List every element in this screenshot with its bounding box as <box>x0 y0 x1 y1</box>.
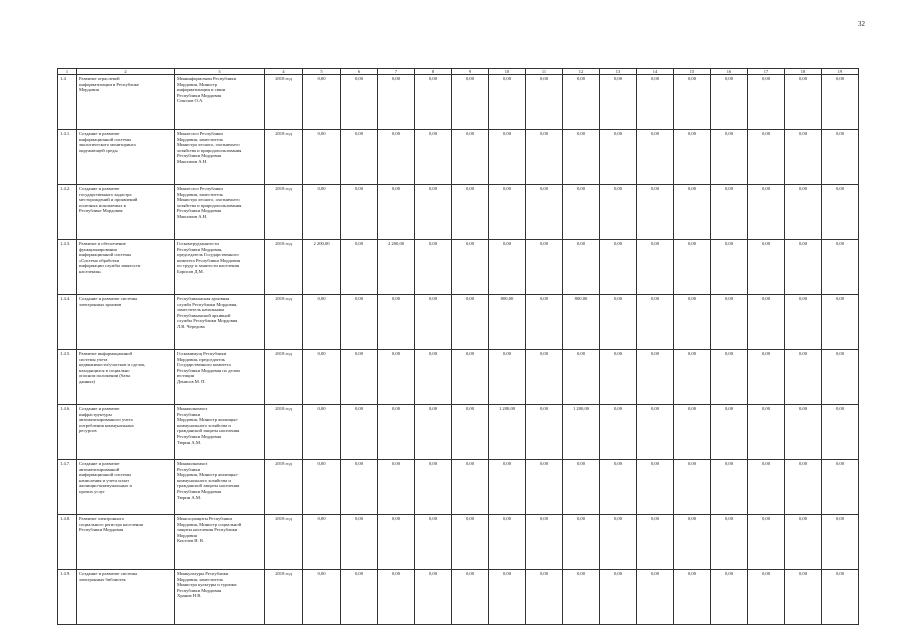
value-cell: 0,00 <box>415 350 452 405</box>
year-cell: 2018 год <box>265 405 303 460</box>
responsible-cell: Госкомимущ Республики Мордовия, председатель Государственного комитета Республики Мордовия по делам юстиции Денисов М. П. <box>175 350 265 405</box>
value-cell: 0,00 <box>711 185 748 240</box>
value-cell: 0,00 <box>341 570 378 625</box>
value-cell: 0,00 <box>674 130 711 185</box>
value-cell: 0,00 <box>785 350 822 405</box>
table-row <box>58 405 859 460</box>
value-cell: 0,00 <box>785 570 822 625</box>
value-cell: 0,00 <box>452 515 489 570</box>
program-table <box>57 68 859 625</box>
value-cell: 0,00 <box>452 405 489 460</box>
activity-name-cell: Создание и развитие системы электронных архивов <box>77 295 175 350</box>
value-cell: 0,00 <box>341 515 378 570</box>
header-cell: 5 <box>303 69 341 75</box>
table-row <box>58 130 859 185</box>
value-cell: 0,00 <box>600 515 637 570</box>
value-cell: 0,00 <box>563 350 600 405</box>
header-cell: 10 <box>489 69 526 75</box>
year-cell: 2018 год <box>265 515 303 570</box>
value-cell: 0,00 <box>600 295 637 350</box>
row-id-cell: 1.4.5. <box>58 350 77 405</box>
activity-name-cell: Создание и развитие государственного кадастра месторождений и проявлений полезных ископаемых в Республике Мордовия <box>77 185 175 240</box>
value-cell: 0,00 <box>822 405 859 460</box>
value-cell: 0,00 <box>674 295 711 350</box>
header-cell: 13 <box>600 69 637 75</box>
value-cell: 0,00 <box>711 515 748 570</box>
value-cell: 0,00 <box>526 185 563 240</box>
value-cell: 0,00 <box>822 75 859 130</box>
value-cell: 0,00 <box>563 515 600 570</box>
header-cell: 11 <box>526 69 563 75</box>
value-cell: 0,00 <box>637 515 674 570</box>
value-cell: 0,00 <box>526 350 563 405</box>
header-cell: 9 <box>452 69 489 75</box>
value-cell: 0,00 <box>785 75 822 130</box>
header-cell: 4 <box>265 69 303 75</box>
value-cell: 0,00 <box>600 405 637 460</box>
header-cell: 19 <box>822 69 859 75</box>
year-cell: 2018 год <box>265 240 303 295</box>
value-cell: 0,00 <box>563 240 600 295</box>
value-cell: 0,00 <box>822 350 859 405</box>
value-cell: 0,00 <box>711 75 748 130</box>
value-cell: 0,00 <box>600 130 637 185</box>
value-cell: 0,00 <box>303 185 341 240</box>
value-cell: 0,00 <box>526 405 563 460</box>
value-cell: 0,00 <box>526 295 563 350</box>
value-cell: 0,00 <box>526 460 563 515</box>
row-id-cell: 1.4.9. <box>58 570 77 625</box>
value-cell: 0,00 <box>303 75 341 130</box>
year-cell: 2018 год <box>265 75 303 130</box>
value-cell: 0,00 <box>341 240 378 295</box>
row-id-cell: 1.4.6. <box>58 405 77 460</box>
activity-name-cell: Развитие и обеспечение функционирования информационной системы «Система обработки информации службы занятости населения» <box>77 240 175 295</box>
value-cell: 0,00 <box>563 130 600 185</box>
value-cell: 0,00 <box>489 185 526 240</box>
responsible-cell: Минлесхоз Республики Мордовия, заместитель Министра лесного, охотничьего хозяйства и природопользования Республики Мордовия Максимов А.Н. <box>175 130 265 185</box>
value-cell: 0,00 <box>415 515 452 570</box>
activity-name-cell: Развитие отраслевой информатизации в Республике Мордовия <box>77 75 175 130</box>
table-row <box>58 515 859 570</box>
value-cell: 0,00 <box>415 185 452 240</box>
value-cell: 0,00 <box>748 570 785 625</box>
value-cell: 0,00 <box>600 240 637 295</box>
value-cell: 0,00 <box>711 570 748 625</box>
value-cell: 0,00 <box>748 240 785 295</box>
value-cell: 0,00 <box>600 75 637 130</box>
header-cell: 17 <box>748 69 785 75</box>
header-cell: 14 <box>637 69 674 75</box>
value-cell: 0,00 <box>822 515 859 570</box>
value-cell: 0,00 <box>637 405 674 460</box>
value-cell: 0,00 <box>674 240 711 295</box>
value-cell: 0,00 <box>378 75 415 130</box>
value-cell: 0,00 <box>785 405 822 460</box>
activity-name-cell: Создание и развитие автоматизированной информационной системы начисления и учета оплат жилищно-коммунальных и прочих услуг <box>77 460 175 515</box>
table-row <box>58 185 859 240</box>
value-cell: 0,00 <box>341 405 378 460</box>
value-cell: 0,00 <box>674 515 711 570</box>
value-cell: 0,00 <box>452 295 489 350</box>
year-cell: 2018 год <box>265 130 303 185</box>
value-cell: 0,00 <box>452 350 489 405</box>
table-row <box>58 295 859 350</box>
value-cell: 0,00 <box>711 240 748 295</box>
responsible-cell: Минлесхоз Республики Мордовия, заместитель Министра лесного, охотничьего хозяйства и природопользования Республики Мордовия Максимов А.Н. <box>175 185 265 240</box>
value-cell: 0,00 <box>748 295 785 350</box>
value-cell: 0,00 <box>822 570 859 625</box>
value-cell: 0,00 <box>600 350 637 405</box>
value-cell: 0,00 <box>415 75 452 130</box>
value-cell: 0,00 <box>378 185 415 240</box>
header-cell: 3 <box>175 69 265 75</box>
value-cell: 0,00 <box>378 295 415 350</box>
value-cell: 0,00 <box>526 515 563 570</box>
value-cell: 0,00 <box>452 460 489 515</box>
value-cell: 0,00 <box>711 460 748 515</box>
value-cell: 0,00 <box>637 570 674 625</box>
year-cell: 2018 год <box>265 460 303 515</box>
activity-name-cell: Развитие электронного социального регистра населения Республики Мордовия <box>77 515 175 570</box>
value-cell: 0,00 <box>637 130 674 185</box>
header-cell: 2 <box>77 69 175 75</box>
value-cell: 0,00 <box>600 185 637 240</box>
value-cell: 0,00 <box>637 295 674 350</box>
value-cell: 0,00 <box>378 350 415 405</box>
value-cell: 800,00 <box>563 295 600 350</box>
value-cell: 0,00 <box>637 460 674 515</box>
value-cell: 0,00 <box>489 75 526 130</box>
value-cell: 0,00 <box>415 405 452 460</box>
value-cell: 0,00 <box>526 130 563 185</box>
value-cell: 0,00 <box>785 295 822 350</box>
row-id-cell: 1.4.3. <box>58 240 77 295</box>
value-cell: 0,00 <box>489 130 526 185</box>
value-cell: 0,00 <box>303 405 341 460</box>
header-cell: 6 <box>341 69 378 75</box>
activity-name-cell: Создание и развитие информационной системы экологического мониторинга окружающей среды <box>77 130 175 185</box>
header-cell: 7 <box>378 69 415 75</box>
value-cell: 0,00 <box>526 240 563 295</box>
table-row <box>58 570 859 625</box>
value-cell: 0,00 <box>674 75 711 130</box>
header-cell: 1 <box>58 69 77 75</box>
value-cell: 0,00 <box>452 185 489 240</box>
value-cell: 0,00 <box>637 75 674 130</box>
value-cell: 0,00 <box>415 570 452 625</box>
value-cell: 0,00 <box>785 460 822 515</box>
value-cell: 0,00 <box>822 295 859 350</box>
value-cell: 0,00 <box>452 75 489 130</box>
value-cell: 0,00 <box>378 405 415 460</box>
value-cell: 0,00 <box>526 570 563 625</box>
responsible-cell: Минкультуры Республики Мордовия, заместитель Министра культуры и туризма Республики Мордовия Хранов Н.В. <box>175 570 265 625</box>
row-id-cell: 1.4 <box>58 75 77 130</box>
row-id-cell: 1.4.2. <box>58 185 77 240</box>
value-cell: 0,00 <box>674 460 711 515</box>
value-cell: 0,00 <box>452 570 489 625</box>
activity-name-cell: Создание и развитие системы электронных библиотек <box>77 570 175 625</box>
value-cell: 0,00 <box>415 240 452 295</box>
year-cell: 2018 год <box>265 185 303 240</box>
value-cell: 0,00 <box>563 75 600 130</box>
value-cell: 0,00 <box>303 130 341 185</box>
value-cell: 0,00 <box>303 570 341 625</box>
value-cell: 0,00 <box>748 185 785 240</box>
responsible-cell: Минжилкомхоз Республики Мордовия, Министр жилищно- коммунального хозяйства и гражданской защиты населения Республики Мордовия Тюрин А.М. <box>175 405 265 460</box>
value-cell: 0,00 <box>452 240 489 295</box>
value-cell: 0,00 <box>748 75 785 130</box>
value-cell: 0,00 <box>341 460 378 515</box>
value-cell: 0,00 <box>489 350 526 405</box>
value-cell: 0,00 <box>303 460 341 515</box>
value-cell: 0,00 <box>303 515 341 570</box>
header-cell: 15 <box>674 69 711 75</box>
row-id-cell: 1.4.8. <box>58 515 77 570</box>
table-row <box>58 240 859 295</box>
value-cell: 0,00 <box>415 295 452 350</box>
page-number: 32 <box>858 20 865 28</box>
table-body <box>58 69 859 625</box>
value-cell: 2 200,00 <box>378 240 415 295</box>
value-cell: 0,00 <box>341 295 378 350</box>
value-cell: 0,00 <box>711 405 748 460</box>
value-cell: 0,00 <box>563 460 600 515</box>
value-cell: 1 200,00 <box>563 405 600 460</box>
header-cell: 18 <box>785 69 822 75</box>
value-cell: 0,00 <box>600 460 637 515</box>
value-cell: 0,00 <box>711 295 748 350</box>
table-row <box>58 350 859 405</box>
header-cell: 16 <box>711 69 748 75</box>
value-cell: 0,00 <box>748 130 785 185</box>
value-cell: 2 200,00 <box>303 240 341 295</box>
year-cell: 2018 год <box>265 350 303 405</box>
value-cell: 0,00 <box>711 350 748 405</box>
value-cell: 0,00 <box>674 350 711 405</box>
value-cell: 0,00 <box>674 185 711 240</box>
responsible-cell: Минжилкомхоз Республики Мордовия, Министр жилищно- коммунального хозяйства и гражданской защиты населения Республики Мордовия Тюрин А.М. <box>175 460 265 515</box>
value-cell: 0,00 <box>563 185 600 240</box>
row-id-cell: 1.4.7. <box>58 460 77 515</box>
responsible-cell: Госкомтрудзанятости Республики Мордовия, председатель Государственного комитета Республики Мордовия по труду и занятости населения Борисов Д.М. <box>175 240 265 295</box>
year-cell: 2018 год <box>265 295 303 350</box>
value-cell: 0,00 <box>785 185 822 240</box>
value-cell: 0,00 <box>415 460 452 515</box>
year-cell: 2018 год <box>265 570 303 625</box>
value-cell: 0,00 <box>637 185 674 240</box>
value-cell: 0,00 <box>637 350 674 405</box>
value-cell: 800,00 <box>489 295 526 350</box>
table-row <box>58 460 859 515</box>
value-cell: 0,00 <box>378 570 415 625</box>
value-cell: 0,00 <box>785 130 822 185</box>
value-cell: 0,00 <box>341 130 378 185</box>
table-row <box>58 75 859 130</box>
value-cell: 0,00 <box>341 350 378 405</box>
value-cell: 0,00 <box>822 130 859 185</box>
value-cell: 0,00 <box>452 130 489 185</box>
value-cell: 0,00 <box>785 515 822 570</box>
value-cell: 0,00 <box>526 75 563 130</box>
value-cell: 0,00 <box>489 570 526 625</box>
value-cell: 0,00 <box>303 295 341 350</box>
value-cell: 0,00 <box>822 240 859 295</box>
value-cell: 0,00 <box>341 75 378 130</box>
value-cell: 0,00 <box>748 460 785 515</box>
value-cell: 0,00 <box>748 515 785 570</box>
header-cell: 12 <box>563 69 600 75</box>
value-cell: 0,00 <box>378 130 415 185</box>
row-id-cell: 1.4.4. <box>58 295 77 350</box>
value-cell: 0,00 <box>822 185 859 240</box>
value-cell: 0,00 <box>674 405 711 460</box>
responsible-cell: Республиканская архивная служба Республики Мордовия, заместитель начальника Республиканской архивной службы Республики Мордовия Л.В. Чередова <box>175 295 265 350</box>
activity-name-cell: Развитие информационной системы учета недвижимости/участков и сделок, находящихся в социально опасном положении (базы данных) <box>77 350 175 405</box>
value-cell: 0,00 <box>489 460 526 515</box>
value-cell: 0,00 <box>341 185 378 240</box>
value-cell: 0,00 <box>637 240 674 295</box>
value-cell: 0,00 <box>563 570 600 625</box>
activity-name-cell: Создание и развитие инфраструктуры автоматизированного учета потребления коммунальных ресурсов <box>77 405 175 460</box>
responsible-cell: Минсоцзащиты Республики Мордовия, Министр социальной защиты населения Республики Мордовия Киселев И. В. <box>175 515 265 570</box>
value-cell: 0,00 <box>378 460 415 515</box>
value-cell: 0,00 <box>674 570 711 625</box>
value-cell: 0,00 <box>785 240 822 295</box>
value-cell: 0,00 <box>748 350 785 405</box>
value-cell: 0,00 <box>748 405 785 460</box>
value-cell: 0,00 <box>489 240 526 295</box>
value-cell: 1 200,00 <box>489 405 526 460</box>
value-cell: 0,00 <box>489 515 526 570</box>
row-id-cell: 1.4.1. <box>58 130 77 185</box>
value-cell: 0,00 <box>711 130 748 185</box>
header-cell: 8 <box>415 69 452 75</box>
value-cell: 0,00 <box>378 515 415 570</box>
value-cell: 0,00 <box>600 570 637 625</box>
responsible-cell: Мининформсвязи Республики Мордовия, Министр информатизации и связи Республики Мордовия Соколов О.А. <box>175 75 265 130</box>
value-cell: 0,00 <box>822 460 859 515</box>
value-cell: 0,00 <box>303 350 341 405</box>
value-cell: 0,00 <box>415 130 452 185</box>
